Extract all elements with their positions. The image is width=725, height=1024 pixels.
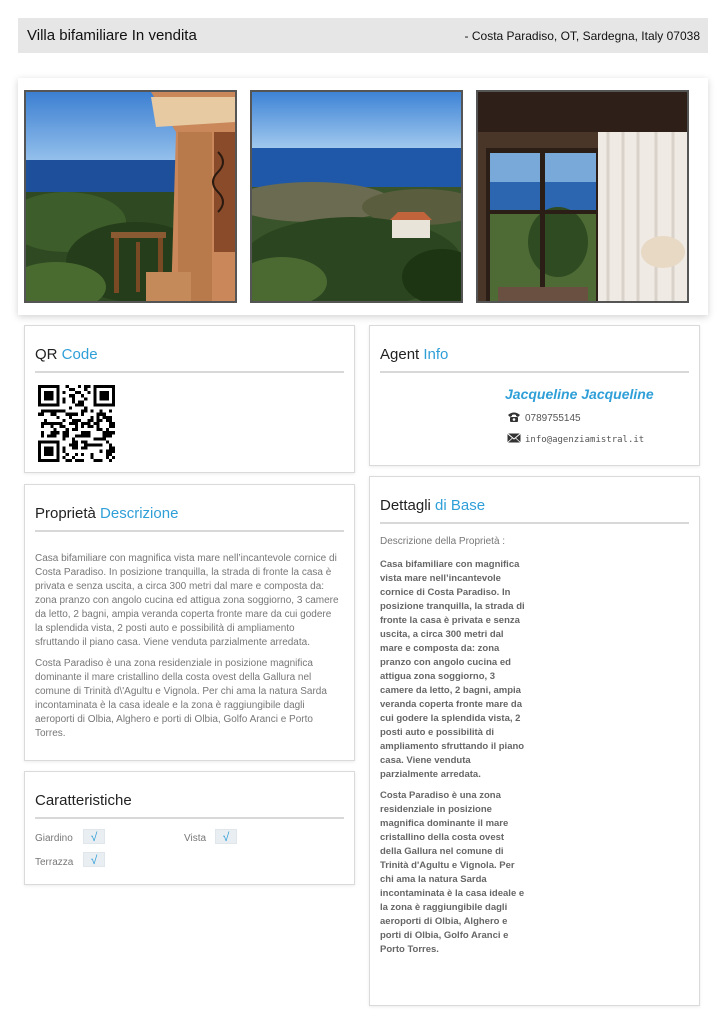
gallery-photo-1[interactable] <box>24 90 237 303</box>
agent-title-accent: Info <box>423 346 449 363</box>
agent-email-row[interactable] <box>507 433 644 446</box>
agent-phone-row[interactable] <box>507 411 581 426</box>
property-description-card <box>24 484 355 761</box>
phone-icon <box>507 411 521 426</box>
photo-gallery <box>18 78 708 315</box>
qr-code-graphic <box>38 385 115 462</box>
feature-label-vista: Vista <box>184 833 207 844</box>
agent-phone[interactable]: 0789755145 <box>525 413 581 425</box>
agent-card-title <box>380 346 448 363</box>
details-paragraph-1: Casa bifamiliare con magnifica vista mare nell’incantevole cornice di Costa Paradiso. In posizione tranquilla, la strada di fronte la casa è privata e senza uscita, a circa 300 metri dal mare e composta da: zona pranzo con angolo cucina ed attigua zona soggiorno, 3 camere da letto, 2 bagni, ampia veranda coperta fronte mare da cui godere la splendida vista, 2 posti auto e possibilità di ampliamento sfruttando il piano casa. Viene venduta parzialmente arredata. <box>380 559 525 780</box>
photo-terrace-sea-view <box>26 92 235 301</box>
details-body <box>380 558 528 964</box>
qr-title-main: QR <box>35 346 58 363</box>
details-card-title <box>380 497 485 514</box>
envelope-icon <box>507 433 521 446</box>
feature-check-terrazza-icon: √ <box>83 852 105 867</box>
description-card-title <box>35 505 178 522</box>
feature-check-giardino-icon: √ <box>83 829 105 844</box>
photo-window-sea-view <box>478 92 687 301</box>
description-paragraph-1: Casa bifamiliare con magnifica vista mare nell’incantevole cornice di Costa Paradiso. In posizione tranquilla, la strada di fronte la casa è privata e senza uscita, a circa 300 metri dal mare e composta da: zona pranzo con angolo cucina ed attigua zona soggiorno, 3 camere da letto, 2 bagni, ampia veranda coperta fronte mare da cui godere la splendida vista, 2 posti auto e possibilità di ampliamento sfruttando il piano casa. Viene venduta parzialmente arredata. <box>35 553 339 648</box>
agent-name[interactable]: Jacqueline Jacqueline <box>505 386 654 402</box>
details-title-main: Dettagli <box>380 497 431 514</box>
description-paragraph-2: Costa Paradiso è una zona residenziale in posizione magnifica dominante il mare cristallino della costa ovest della Gallura nel comune di Trinità d\'Agultu e Vignola. Per chi ama la natura Sarda incontaminata è la casa ideale e la zona è raggiungibile dagli aeroporti di Olbia, Alghero e porti di Olbia, Golfo Aranci e Porto Torres. <box>35 658 327 739</box>
agent-card-divider <box>380 371 689 373</box>
gallery-photo-2[interactable] <box>250 90 463 303</box>
qr-code-icon[interactable] <box>38 385 115 462</box>
feature-label-giardino: Giardino <box>35 833 73 844</box>
description-title-main: Proprietà <box>35 505 96 522</box>
listing-title: Villa bifamiliare In vendita <box>27 27 197 44</box>
details-paragraph-2: Costa Paradiso è una zona residenziale in posizione magnifica dominante il mare cristallino della costa ovest della Gallura nel comune di Trinità d'Agultu e Vignola. Per chi ama la natura Sarda incontaminata è la casa ideale e la zona è raggiungibile dagli aeroporti di Olbia, Alghero e porti di Olbia, Golfo Aranci e Porto Torres. <box>380 790 525 955</box>
photo-coast-panorama <box>252 92 461 301</box>
base-details-card <box>369 476 700 1006</box>
listing-address: - Costa Paradiso, OT, Sardegna, Italy 07038 <box>464 29 700 43</box>
details-label: Descrizione della Proprietà : <box>380 536 506 547</box>
gallery-photo-3[interactable] <box>476 90 689 303</box>
qr-title-accent: Code <box>61 346 98 363</box>
description-body <box>35 552 340 748</box>
agent-email[interactable]: info@agenziamistral.it <box>525 435 645 445</box>
agent-title-main: Agent <box>380 346 420 363</box>
feature-label-terrazza: Terrazza <box>35 857 74 868</box>
qr-code-card <box>24 325 355 473</box>
qr-card-divider <box>35 371 344 373</box>
description-title-accent: Descrizione <box>100 505 179 522</box>
feature-check-vista-icon: √ <box>215 829 237 844</box>
agent-info-card <box>369 325 700 466</box>
description-card-divider <box>35 530 344 532</box>
listing-header <box>18 18 708 53</box>
features-card <box>24 771 355 885</box>
details-card-divider <box>380 522 689 524</box>
details-title-accent: di Base <box>435 497 486 514</box>
features-card-divider <box>35 817 344 819</box>
qr-card-title <box>35 346 98 363</box>
features-card-title: Caratteristiche <box>35 792 132 809</box>
